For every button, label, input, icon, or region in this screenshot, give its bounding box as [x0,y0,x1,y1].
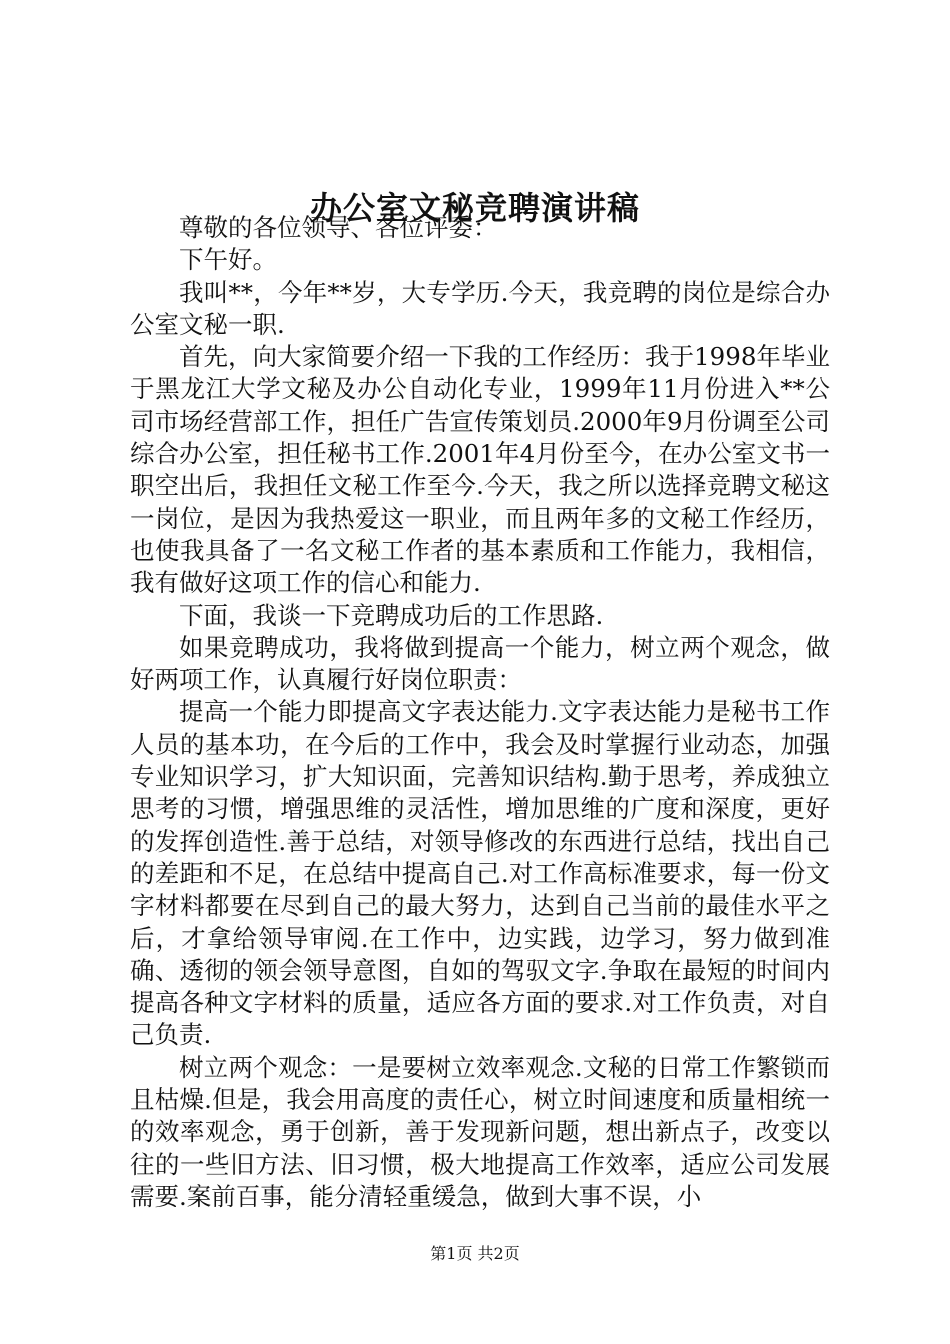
paragraph-plan-overview: 如果竞聘成功，我将做到提高一个能力，树立两个观念，做好两项工作，认真履行好岗位职责： [130,632,830,695]
page-number: 第1页 共2页 [430,1244,520,1263]
paragraph-salutation: 尊敬的各位领导、各位评委： [179,213,498,242]
paragraph-work-experience: 首先，向大家简要介绍一下我的工作经历：我于1998年毕业于黑龙江大学文秘及办公自动化专业，1999年11月份进入**公司市场经营部工作，担任广告宣传策划员.2000年9月份调至公司综合办公室，担任秘书工作.2001年4月份至今，在办公室文书一职空出后，我担任文秘工作至今.今天，我之所以选择竞聘文秘这一岗位，是因为我热爱这一职业，而且两年多的文秘工作经历，也使我具备了一名文秘工作者的基本素质和工作能力，我相信，我有做好这项工作的信心和能力. [130,342,830,598]
paragraph-transition: 下面，我谈一下竞聘成功后的工作思路. [179,600,604,630]
document-body [130,212,830,1213]
paragraph-greeting: 下午好。 [179,245,277,275]
paragraph-introduction: 我叫**，今年**岁，大专学历.今天，我竞聘的岗位是综合办公室文秘一职. [130,277,830,339]
paragraph-two-concepts: 树立两个观念：一是要树立效率观念.文秘的日常工作繁锁而且枯燥.但是，我会用高度的责任心，树立时间速度和质量相统一的效率观念，勇于创新，善于发现新问题，想出新点子，改变以往的一些旧方法、旧习惯，极大地提高工作效率，适应公司发展需要.案前百事，能分清轻重缓急，做到大事不误，小 [130,1052,830,1211]
paragraph-writing-ability: 提高一个能力即提高文字表达能力.文字表达能力是秘书工作人员的基本功，在今后的工作中，我会及时掌握行业动态，加强专业知识学习，扩大知识面，完善知识结构.勤于思考，养成独立思考的习惯，增强思维的灵活性，增加思维的广度和深度，更好的发挥创造性.善于总结，对领导修改的东西进行总结，找出自己的差距和不足，在总结中提高自己.对工作高标准要求，每一份文字材料都要在尽到自己的最大努力，达到自己当前的最佳水平之后，才拿给领导审阅.在工作中，边实践，边学习，努力做到准确、透彻的领会领导意图，自如的驾驭文字.争取在最短的时间内提高各种文字材料的质量，适应各方面的要求.对工作负责，对自己负责. [130,697,830,1050]
document-title: 办公室文秘竞聘演讲稿 [309,189,640,227]
